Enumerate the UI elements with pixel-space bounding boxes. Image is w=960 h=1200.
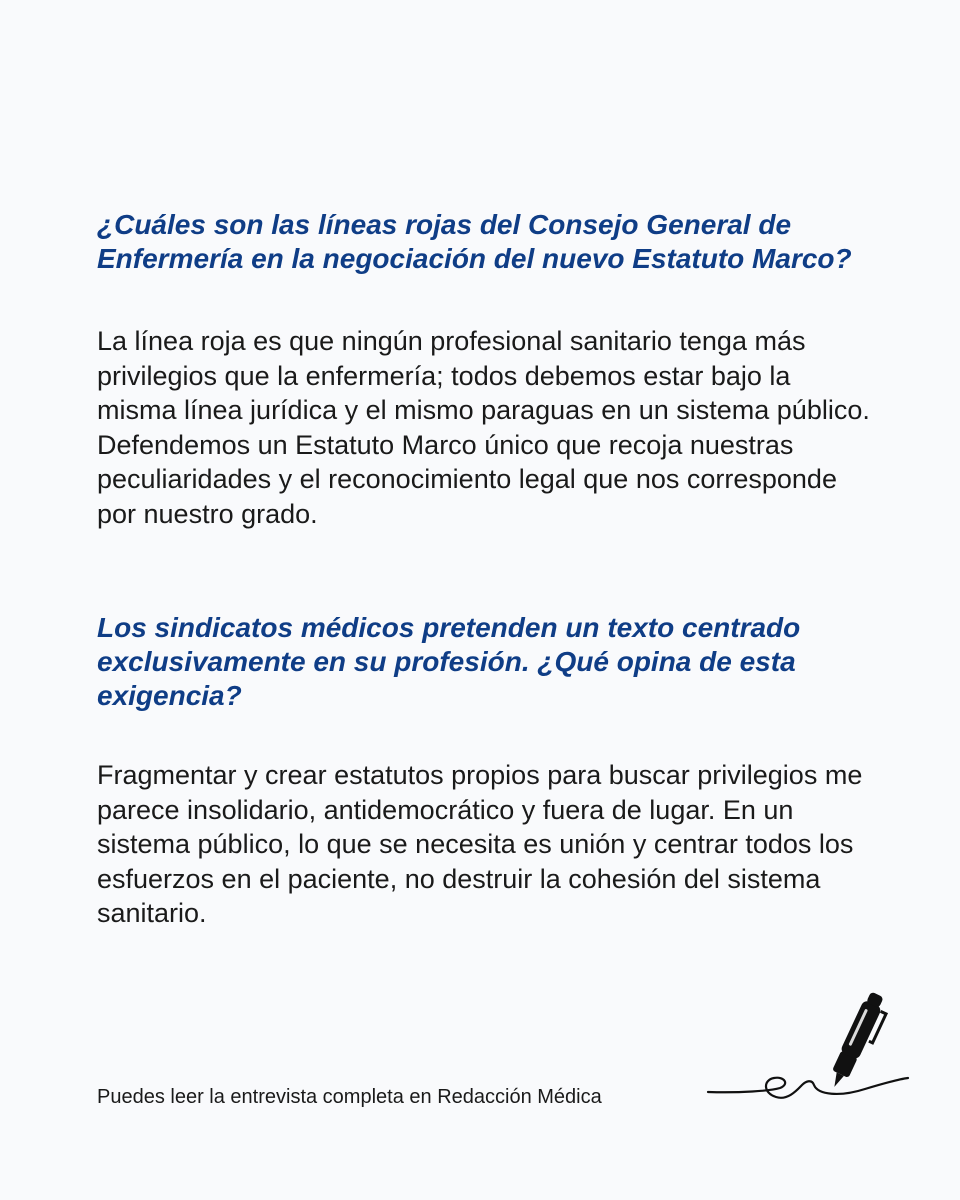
question-2: Los sindicatos médicos pretenden un texto centrado exclusivamente en su profesión. ¿Qué opina de esta exigencia? <box>97 612 801 711</box>
footer-note: Puedes leer la entrevista completa en Redacción Médica <box>97 1086 602 1108</box>
signature-line <box>708 1078 908 1098</box>
interview-content <box>97 208 877 931</box>
pen-signature-icon <box>700 975 930 1135</box>
pen-icon <box>825 990 892 1093</box>
question-1: ¿Cuáles son las líneas rojas del Consejo General de Enfermería en la negociación del nuevo Estatuto Marco? <box>97 209 852 274</box>
answer-2: Fragmentar y crear estatutos propios para buscar privilegios me parece insolidario, antidemocrático y fuera de lugar. En un sistema público, lo que se necesita es unión y centrar todos los esfuerzos en el paciente, no destruir la cohesión del sistema sanitario. <box>97 760 863 928</box>
answer-1: La línea roja es que ningún profesional sanitario tenga más privilegios que la enfermería; todos debemos estar bajo la misma línea jurídica y el mismo paraguas en un sistema público. Defendemos un Estatuto Marco único que recoja nuestras peculiaridades y el reconocimiento legal que nos corresponde por nuestro grado. <box>97 326 870 529</box>
